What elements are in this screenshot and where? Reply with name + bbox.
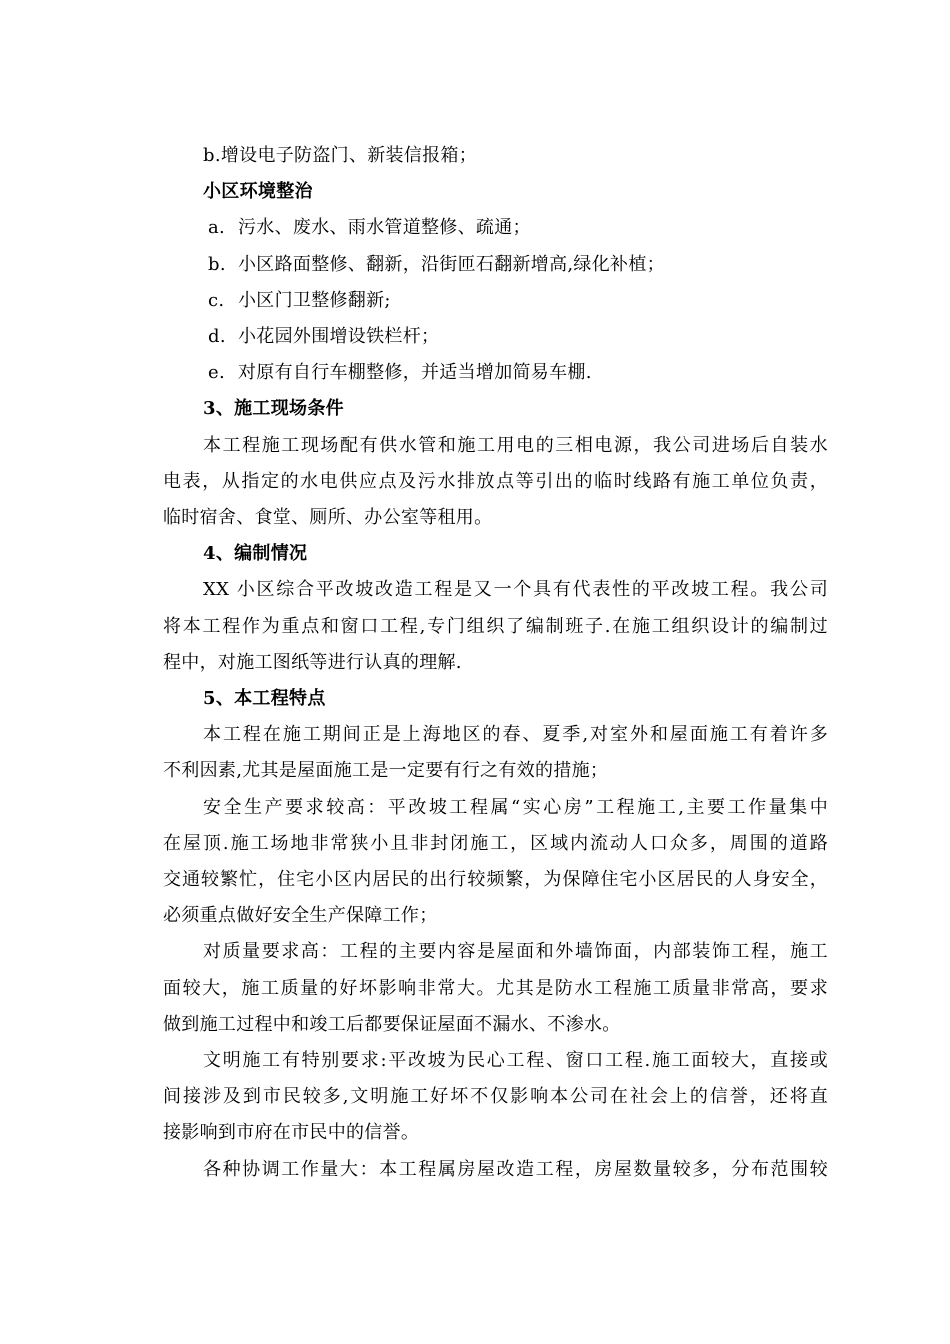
paragraph-line: 本工程在施工期间正是上海地区的春、夏季,对室外和屋面施工有着许多: [203, 724, 828, 746]
document-body: [163, 138, 828, 1188]
paragraph-line: 面较大，施工质量的好坏影响非常大。尤其是防水工程施工质量非常高，要求: [163, 977, 828, 999]
paragraph-line: 对质量要求高：工程的主要内容是屋面和外墙饰面，内部装饰工程，施工: [203, 941, 828, 963]
paragraph-line: 各种协调工作量大：本工程属房屋改造工程，房屋数量较多，分布范围较: [203, 1158, 828, 1180]
paragraph-line: 必须重点做好安全生产保障工作；: [163, 905, 438, 927]
paragraph-line: 不利因素,尤其是屋面施工是一定要有行之有效的措施；: [163, 760, 609, 782]
list-item: [163, 283, 828, 319]
list-item-text: 小区门卫整修翻新;: [238, 289, 391, 311]
paragraph-line: 做到施工过程中和竣工后都要保证屋面不漏水、不渗水。: [163, 1013, 621, 1035]
paragraph-line: 临时宿舍、食堂、厕所、办公室等租用。: [163, 507, 493, 529]
paragraph-line: 间接涉及到市民较多,文明施工好坏不仅影响本公司在社会上的信誉，还将直: [163, 1086, 828, 1108]
list-item: [163, 247, 828, 283]
list-item-label: c.: [208, 289, 225, 311]
list-item: [163, 355, 828, 391]
paragraph-line: 程中，对施工图纸等进行认真的理解.: [163, 651, 462, 673]
section-heading: 4、编制情况: [203, 543, 308, 565]
paragraph-line: 交通较繁忙，住宅小区内居民的出行较频繁，为保障住宅小区居民的人身安全，: [163, 869, 828, 891]
paragraph-line: 本工程施工现场配有供水管和施工用电的三相电源，我公司进场后自装水: [203, 434, 828, 456]
list-item-text: 污水、废水、雨水管道整修、疏通；: [238, 217, 531, 239]
paragraph-line: b.增设电子防盗门、新装信报箱；: [203, 145, 478, 166]
paragraph-line: 接影响到市府在市民中的信誉。: [163, 1122, 420, 1144]
list-item-label: d.: [208, 326, 226, 348]
section-heading: 小区环境整治: [203, 181, 313, 203]
list-item-text: 对原有自行车棚整修，并适当增加简易车棚.: [238, 362, 592, 384]
section-heading: 5、本工程特点: [203, 688, 326, 710]
list-item-text: 小区路面整修、翻新，沿街匝石翻新增高,绿化补植；: [238, 253, 665, 275]
paragraph-line: 在屋顶.施工场地非常狭小且非封闭施工，区域内流动人口众多，周围的道路: [163, 832, 828, 854]
paragraph-line: XX 小区综合平改坡改造工程是又一个具有代表性的平改坡工程。我公司: [203, 579, 828, 601]
paragraph-line: 将本工程作为重点和窗口工程,专门组织了编制班子.在施工组织设计的编制过: [163, 615, 828, 637]
paragraph-line: 安全生产要求较高：平改坡工程属“实心房”工程施工,主要工作量集中: [203, 796, 828, 818]
paragraph-line: 电表，从指定的水电供应点及污水排放点等引出的临时线路有施工单位负责，: [163, 470, 828, 492]
list-item-text: 小花园外围增设铁栏杆；: [238, 326, 440, 348]
list-item: [163, 319, 828, 355]
list-item-label: b.: [208, 253, 226, 275]
list-item-label: e.: [208, 362, 225, 384]
section-heading: 3、施工现场条件: [203, 398, 344, 420]
list-item: [163, 210, 828, 246]
paragraph-line: 文明施工有特别要求:平改坡为民心工程、窗口工程.施工面较大，直接或: [203, 1050, 828, 1072]
list-item-label: a.: [208, 217, 226, 239]
